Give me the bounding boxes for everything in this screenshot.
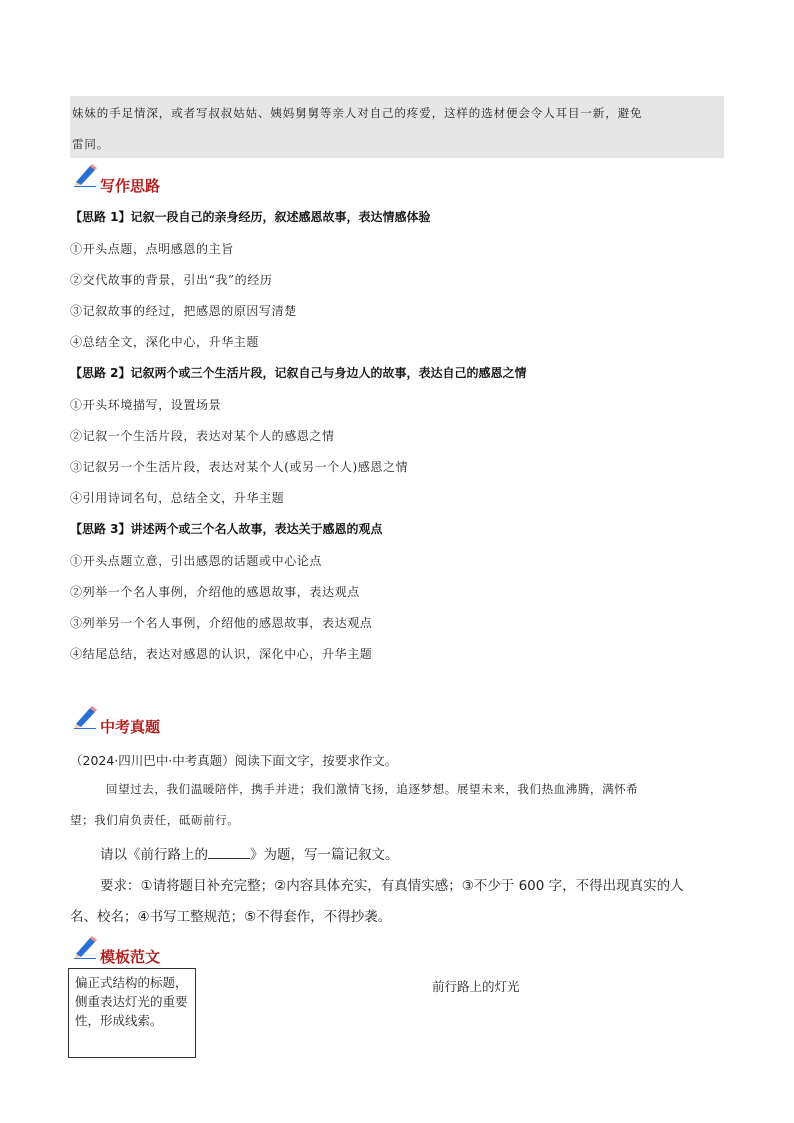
section-title-writing: 写作思路 [100,177,161,195]
idea-2-heading: 【思路 2】记叙两个或三个生活片段，记叙自己与身边人的故事，表达自己的感恩之情 [70,366,527,380]
essay-title: 前行路上的灯光 [432,979,520,994]
idea-2-step-3: ③记叙另一个生活片段，表达对某个人(或另一个人)感恩之情 [70,460,409,474]
exam-source: （2024·四川巴中·中考真题）阅读下面文字，按要求作文。 [70,753,398,768]
exam-requirements-line-1: 要求：①请将题目补充完整；②内容具体充实，有真情实感；③不少于 600 字，不得出现真实的人 [100,878,684,894]
idea-3-heading: 【思路 3】讲述两个或三个名人故事，表达关于感恩的观点 [70,522,383,536]
exam-passage-line-1: 回望过去，我们温暖陪伴，携手并进；我们激情飞扬，追逐梦想。展望未来，我们热血沸腾，满怀希 [106,782,639,796]
exam-prompt-after: 》为题，写一篇记叙文。 [250,847,399,863]
section-title-exam: 中考真题 [100,718,161,736]
exam-passage-line-2: 望；我们肩负责任，砥砺前行。 [70,813,240,827]
intro-highlight-box [70,96,724,158]
intro-line-1: 妹妹的手足情深，或者写叔叔姑姑、姨妈舅舅等亲人对自己的疼爱，这样的选材便会令人耳目一新，避免 [72,106,643,120]
idea-1-step-2: ②交代故事的背景，引出“我”的经历 [70,273,273,287]
idea-1-heading: 【思路 1】记叙一段自己的亲身经历，叙述感恩故事，表达情感体验 [70,210,431,224]
annotation-note-box: 偏正式结构的标题，侧重表达灯光的重要性，形成线索。 [68,968,196,1058]
idea-2-step-2: ②记叙一个生活片段，表达对某个人的感恩之情 [70,429,335,443]
pencil-icon [72,705,98,733]
idea-2-step-1: ①开头环境描写，设置场景 [70,398,222,412]
exam-requirements-line-2: 名、校名；④书写工整规范；⑤不得套作，不得抄袭。 [70,909,392,925]
pencil-icon [72,935,98,963]
idea-1-step-4: ④总结全文，深化中心，升华主题 [70,335,260,349]
exam-prompt [100,843,399,863]
idea-3-step-3: ③列举另一个名人事例，介绍他的感恩故事，表达观点 [70,616,373,630]
title-blank [208,848,250,859]
idea-3-step-4: ④结尾总结，表达对感恩的认识，深化中心，升华主题 [70,647,373,661]
idea-3-step-2: ②列举一个名人事例，介绍他的感恩故事，表达观点 [70,585,360,599]
idea-1-step-3: ③记叙故事的经过，把感恩的原因写清楚 [70,304,297,318]
section-title-template: 模板范文 [100,948,161,966]
exam-prompt-before: 请以《前行路上的 [100,847,208,863]
idea-1-step-1: ①开头点题，点明感恩的主旨 [70,242,234,256]
intro-line-2: 雷同。 [72,137,110,151]
idea-2-step-4: ④引用诗词名句，总结全文，升华主题 [70,491,285,505]
pencil-icon [72,163,98,191]
idea-3-step-1: ①开头点题立意，引出感恩的话题或中心论点 [70,554,323,568]
